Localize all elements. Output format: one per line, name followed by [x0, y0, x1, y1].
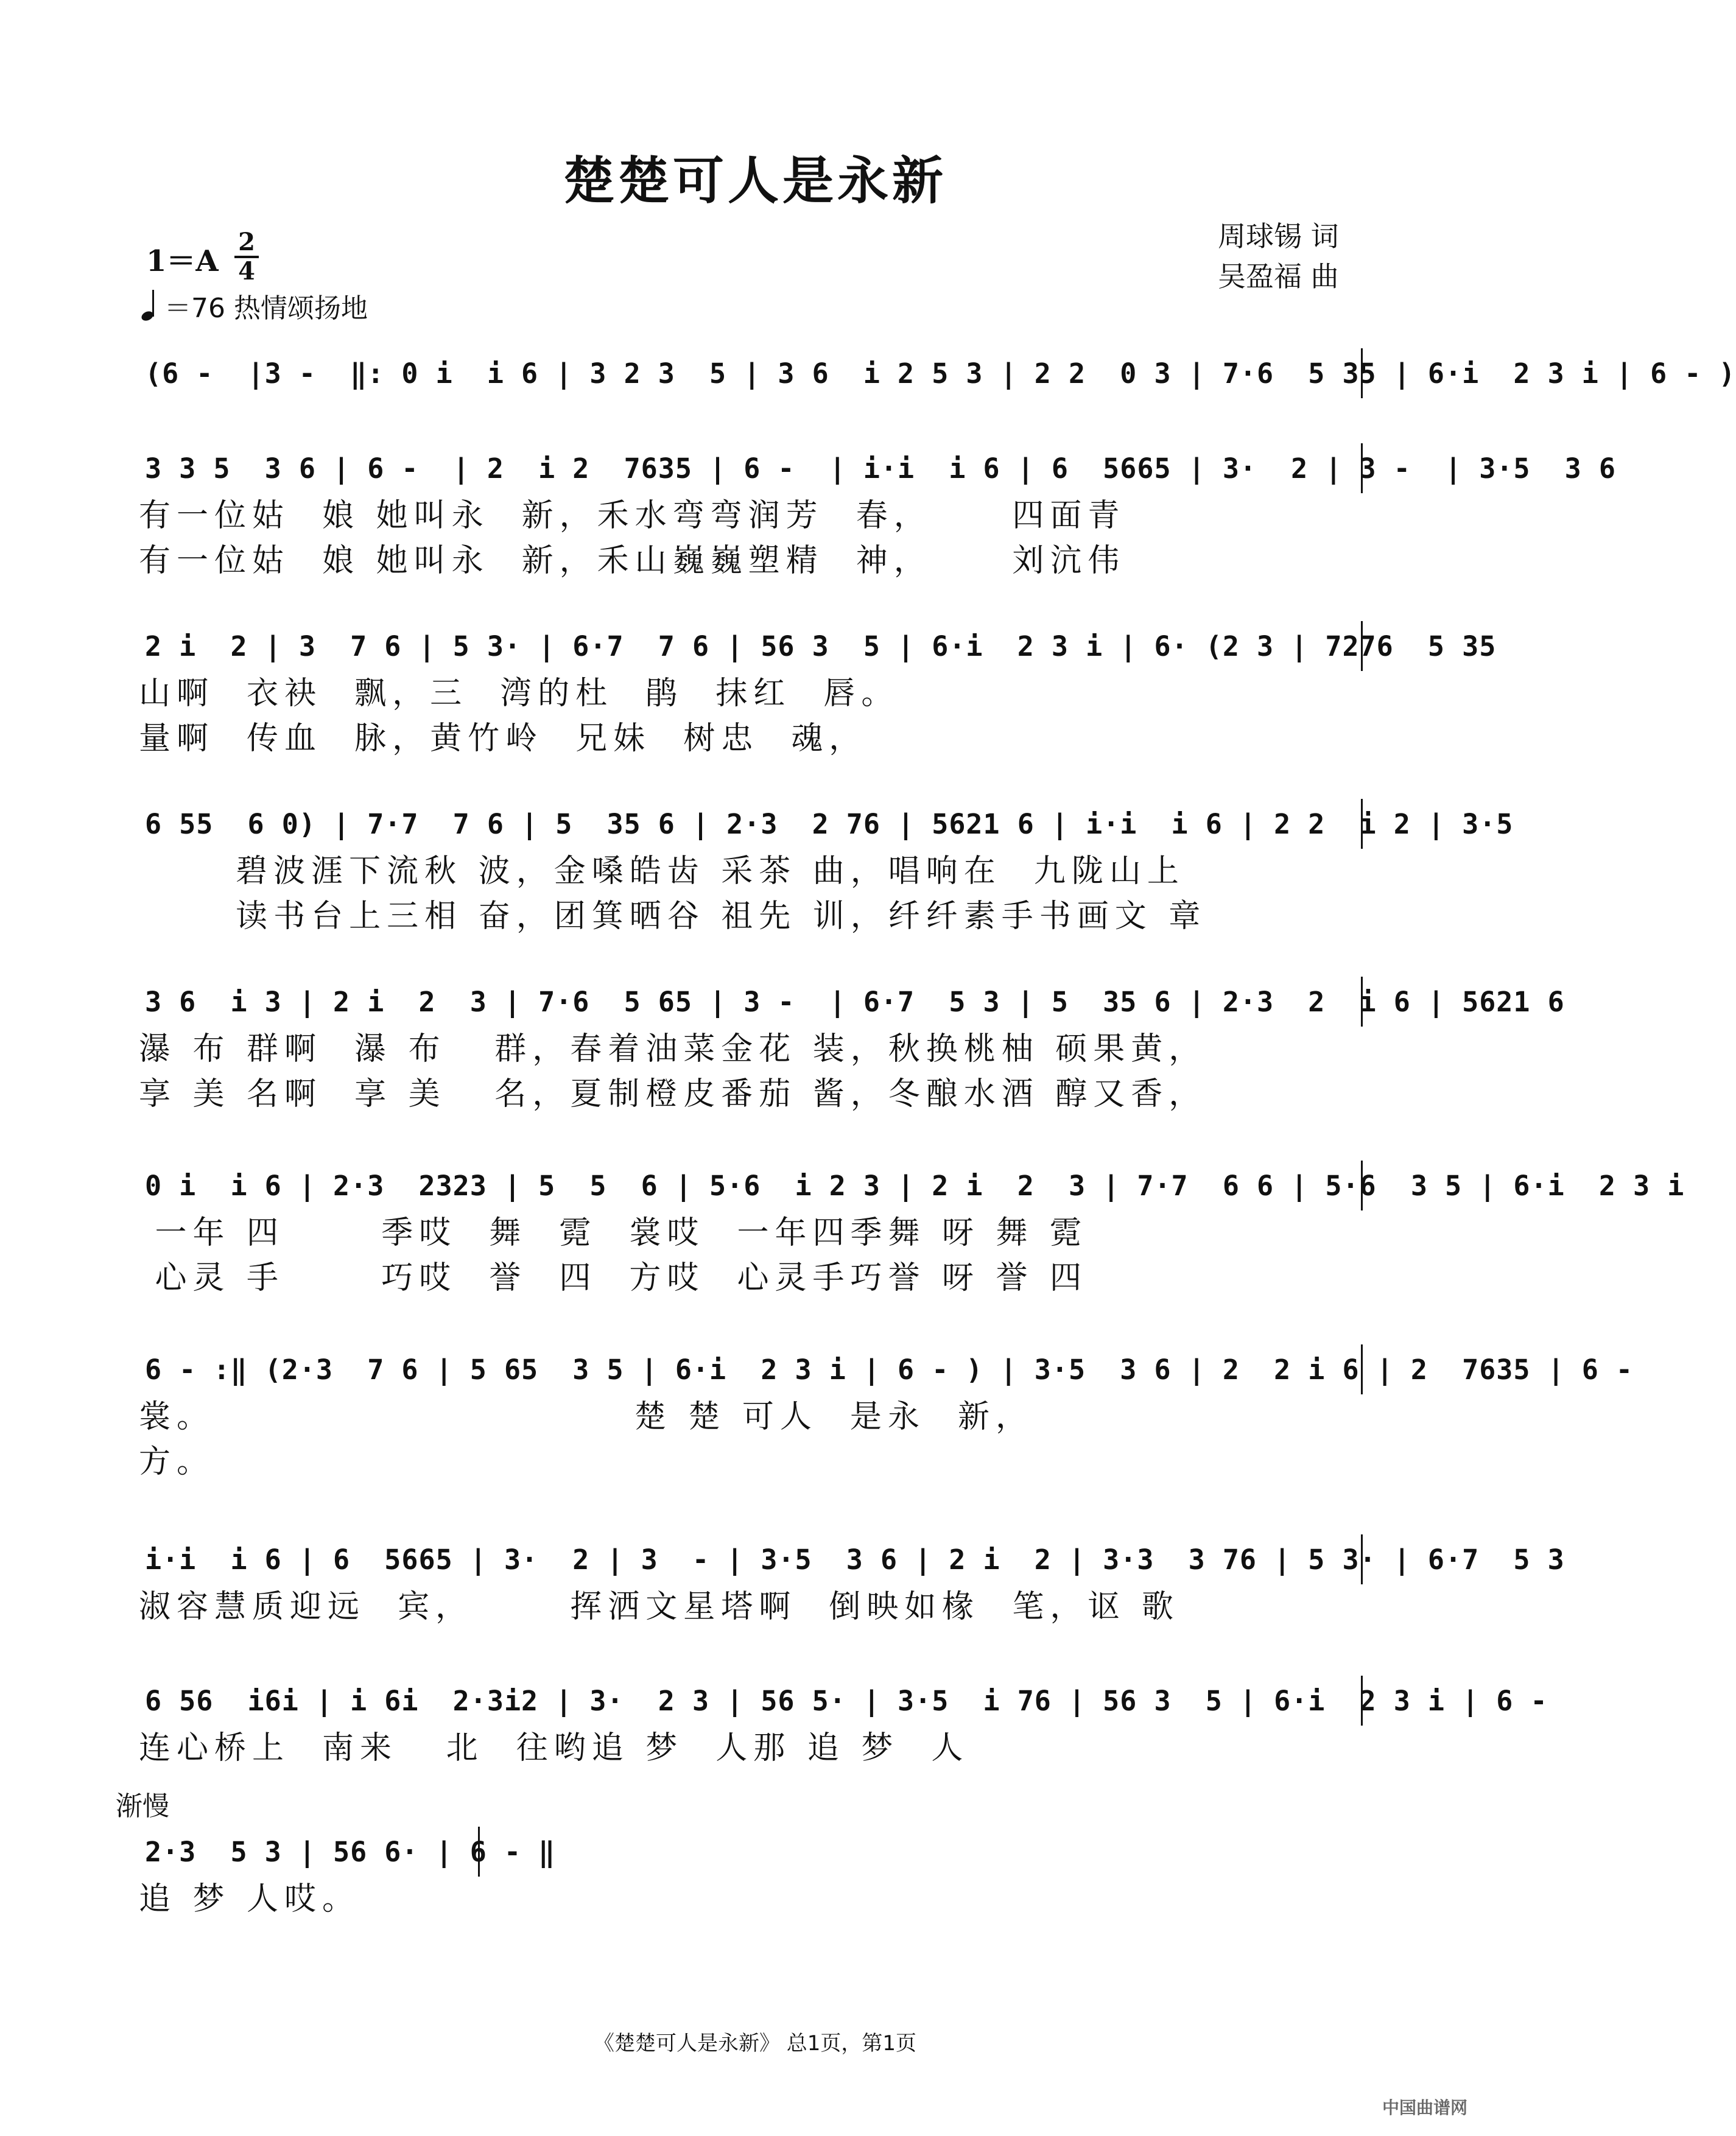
notation-text: 2 i 2 | 3 7 6 | 5 3· | 6·7 7 6 | 56 3 5 | 6·i 2 3 i | 6· (2 3 | 7276 5 35 — [145, 630, 1497, 662]
score-system-9 — [139, 1676, 1548, 1771]
meter-top: 2 — [238, 228, 255, 256]
notation-text: 3 6 i 3 | 2 i 2 3 | 7·6 5 65 | 3 - | 6·7 5 3 | 5 35 6 | 2·3 2 i 6 | 5621 6 — [145, 985, 1565, 1018]
lyric-verse-2: 享 美 名啊 享 美 名，夏制橙皮番茄 酱，冬酿水酒 醇又香， — [139, 1076, 1207, 1112]
composer: 吴盈福 曲 — [1218, 260, 1339, 293]
score-system-2 — [139, 443, 1616, 583]
song-title: 楚楚可人是永新 — [563, 150, 947, 211]
lyric-verse-1: 一年 四 季哎 舞 霓 裳哎 一年四季舞 呀 舞 霓 — [139, 1215, 1088, 1251]
lyric-verse-1: 山啊 衣袂 飘，三 湾的杜 鹃 抹红 唇。 — [139, 675, 899, 712]
score-system-7 — [139, 1344, 1634, 1484]
notation-text: 2·3 5 3 | 56 6· | 6 - ‖ — [145, 1835, 556, 1868]
lyricist: 周球锡 词 — [1218, 220, 1339, 253]
score-system-1 — [139, 348, 1736, 398]
notation-line — [139, 977, 1565, 1027]
notation-line — [139, 1534, 1565, 1584]
lyric-verse-1: 追 梦 人哎。 — [139, 1881, 360, 1917]
notation-line — [139, 621, 1497, 671]
lyric-verse-1: 碧波涯下流秋 波，金嗓皓齿 采茶 曲，唱响在 九陇山上 — [139, 853, 1185, 890]
score-system-3 — [139, 621, 1497, 761]
lyric-verse-2: 心灵 手 巧哎 誉 四 方哎 心灵手巧誉 呀 誉 四 — [139, 1260, 1088, 1296]
notation-text: 6 56 i6i | i 6i 2·3i2 | 3· 2 3 | 56 5· | 3·5 i 76 | 56 3 5 | 6·i 2 3 i | 6 - — [145, 1684, 1548, 1717]
lyric-verse-1: 裳。 楚 楚 可人 是永 新， — [139, 1399, 1033, 1435]
lyric-verse-2: 方。 — [139, 1444, 215, 1480]
notation-line — [139, 443, 1616, 493]
site-logo: 中国曲谱网 — [1382, 2098, 1468, 2118]
notation-text: 0 i i 6 | 2·3 2323 | 5 5 6 | 5·6 i 2 3 | 2 i 2 3 | 7·7 6 6 | 5·6 3 5 | 6·i 2 3 i — [145, 1169, 1685, 1202]
notation-text: i·i i 6 | 6 5665 | 3· 2 | 3 - | 3·5 3 6 | 2 i 2 | 3·3 3 76 | 5 3· | 6·7 5 3 — [145, 1543, 1565, 1576]
lyric-verse-2: 有一位姑 娘 她叫永 新，禾山巍巍塑精 神， 刘沆伟 — [139, 543, 1126, 579]
score-system-4 — [139, 799, 1514, 939]
tempo-change-marking: 渐慢 — [116, 1791, 169, 1822]
notation-line — [139, 348, 1736, 398]
meter-bottom: 4 — [238, 257, 255, 286]
quarter-note-icon — [139, 289, 161, 323]
notation-text: 3 3 5 3 6 | 6 - | 2 i 2 7635 | 6 - | i·i i 6 | 6 5665 | 3· 2 | 3 - | 3·5 3 6 — [145, 452, 1616, 485]
notation-text: (6 - |3 - ‖: 0 i i 6 | 3 2 3 5 | 3 6 i 2 5 3 | 2 2 0 3 | 7·6 5 35 | 6·i 2 3 i | 6 - ) — [145, 357, 1736, 390]
lyric-verse-2: 读书台上三相 奋，团箕晒谷 祖先 训，纤纤素手书画文 章 — [139, 898, 1207, 935]
lyric-verse-1: 有一位姑 娘 她叫永 新，禾水弯弯润芳 春， 四面青 — [139, 497, 1126, 534]
score-system-6 — [139, 1161, 1685, 1301]
key-signature: 1＝A — [146, 244, 219, 278]
lyric-verse-1: 淑容慧质迎远 宾， 挥洒文星塔啊 倒映如椽 笔，讴 歌 — [139, 1589, 1179, 1625]
page-footer: 《楚楚可人是永新》 总1页，第1页 — [593, 2031, 917, 2056]
notation-text: 6 - :‖ (2·3 7 6 | 5 65 3 5 | 6·i 2 3 i | 6 - ) | 3·5 3 6 | 2 2 i 6 | 2 7635 | 6 - — [145, 1353, 1634, 1386]
lyric-verse-1: 连心桥上 南来 北 往哟追 梦 人那 追 梦 人 — [139, 1730, 969, 1766]
notation-text: 6 55 6 0) | 7·7 7 6 | 5 35 6 | 2·3 2 76 | 5621 6 | i·i i 6 | 2 2 i 2 | 3·5 — [145, 807, 1514, 840]
score-system-5 — [139, 977, 1565, 1117]
notation-line — [139, 799, 1514, 849]
notation-line — [139, 1161, 1685, 1210]
lyric-verse-1: 瀑 布 群啊 瀑 布 群，春着油菜金花 装，秋换桃柚 硕果黄， — [139, 1031, 1207, 1067]
notation-line — [139, 1676, 1548, 1726]
tempo-text: ＝76 热情颂扬地 — [164, 293, 368, 324]
score-system-8 — [139, 1534, 1565, 1629]
credits — [1218, 216, 1339, 297]
score-system-10 — [139, 1827, 556, 1922]
lyric-verse-2: 量啊 传血 脉，黄竹岭 兄妹 树忠 魂， — [139, 720, 867, 757]
notation-line — [139, 1344, 1634, 1394]
time-signature — [234, 230, 259, 284]
tempo-marking — [139, 286, 368, 325]
notation-line — [139, 1827, 556, 1877]
